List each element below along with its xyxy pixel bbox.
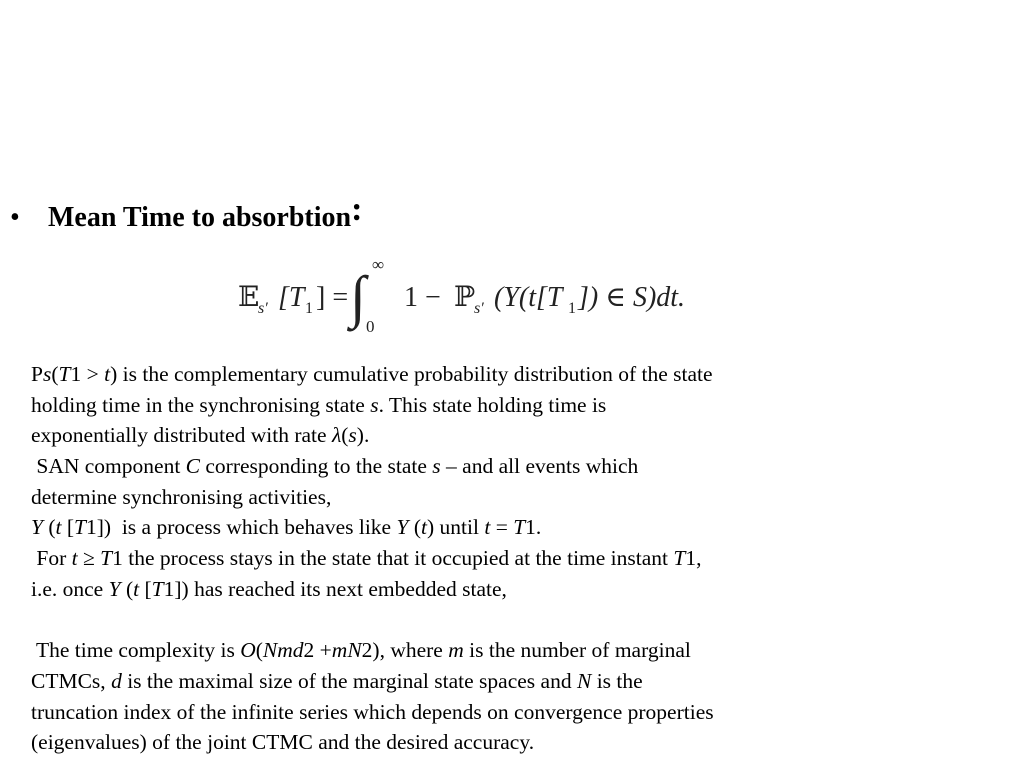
italic-math-symbol: m xyxy=(448,638,464,663)
bullet-icon: • xyxy=(10,202,20,233)
text-segment: corresponding to the state xyxy=(200,454,433,479)
expectation-subscript: s′ xyxy=(258,300,268,317)
text-segment: 1]) is a process which behaves like xyxy=(86,515,397,540)
lhs-argument-subscript: 1 xyxy=(305,300,313,317)
text-segment: i.e. once xyxy=(31,576,109,601)
probability-symbol: ℙ xyxy=(454,282,476,313)
text-segment: ). xyxy=(356,423,370,448)
italic-math-symbol: T xyxy=(58,362,71,386)
mean-time-formula xyxy=(238,250,698,336)
text-segment: ( xyxy=(255,638,263,663)
text-segment: exponentially distributed with rate xyxy=(31,423,332,448)
text-line xyxy=(31,420,891,451)
italic-math-symbol: Nmd xyxy=(262,638,304,663)
text-segment: is the number of marginal xyxy=(463,638,691,663)
text-segment: ( xyxy=(408,515,421,540)
text-segment: . This state holding time is xyxy=(378,392,607,417)
text-line xyxy=(31,512,891,543)
italic-math-symbol: λ xyxy=(331,423,342,448)
text-segment: truncation index of the infinite series which depends on convergence properties xyxy=(31,699,714,724)
formula-body-subscript: 1 xyxy=(568,300,576,317)
expectation-symbol: 𝔼 xyxy=(238,282,260,313)
italic-math-symbol: s xyxy=(432,454,441,479)
text-segment: ≥ xyxy=(77,546,101,571)
text-line xyxy=(31,451,891,482)
text-segment: ) until xyxy=(426,515,485,540)
italic-math-symbol: s xyxy=(348,423,357,448)
text-line xyxy=(31,482,891,513)
text-segment: (eigenvalues) of the joint CTMC and the desired accuracy. xyxy=(31,730,535,755)
formula-body: (Y(t[T xyxy=(494,282,563,313)
text-line xyxy=(31,605,891,636)
italic-math-symbol: Y xyxy=(108,576,121,601)
text-segment: determine synchronising activities, xyxy=(31,484,332,509)
text-segment: The time complexity is xyxy=(31,638,241,663)
italic-math-symbol: T xyxy=(673,546,686,571)
text-segment: ( xyxy=(341,423,349,448)
italic-math-symbol: Y xyxy=(31,515,43,540)
text-segment: 2), where xyxy=(361,638,449,663)
italic-math-symbol: T xyxy=(513,515,526,540)
text-segment: 1]) has reached its next embedded state, xyxy=(163,576,507,601)
italic-math-symbol: t xyxy=(133,576,140,601)
italic-math-symbol: T xyxy=(74,515,87,540)
probability-subscript: s′ xyxy=(474,300,484,317)
lhs-argument: [T xyxy=(278,282,305,313)
italic-math-symbol: Y xyxy=(396,515,409,540)
text-segment: 2 + xyxy=(303,638,332,663)
lhs-close: ] = xyxy=(316,282,349,313)
text-segment: For xyxy=(31,546,72,571)
text-segment: SAN component xyxy=(31,454,186,479)
section-heading: Mean Time to absorbtion xyxy=(48,202,352,233)
text-line xyxy=(31,666,891,697)
text-line xyxy=(31,574,891,605)
text-segment: 1, xyxy=(685,546,702,571)
text-line xyxy=(31,727,891,758)
text-line xyxy=(31,543,891,574)
explanation-paragraph xyxy=(31,359,891,758)
text-line xyxy=(31,359,891,390)
text-segment: 1 the process stays in the state that it occupied at the time instant xyxy=(112,546,674,571)
italic-math-symbol: t xyxy=(55,515,62,540)
bullet-heading xyxy=(10,191,363,238)
text-segment: holding time in the synchronising state xyxy=(31,392,371,417)
italic-math-symbol: t xyxy=(104,362,111,386)
text-segment: ( xyxy=(42,515,56,540)
text-segment: – and all events which xyxy=(440,454,639,479)
integral-lower-limit: 0 xyxy=(366,317,375,336)
text-segment: [ xyxy=(139,576,152,601)
one-minus: 1 − xyxy=(404,282,441,313)
italic-math-symbol: d xyxy=(111,668,122,693)
text-segment: CTMCs, xyxy=(31,668,112,693)
text-segment: ( xyxy=(120,576,134,601)
italic-math-symbol: T xyxy=(151,576,164,601)
italic-math-symbol: T xyxy=(100,546,113,571)
italic-math-symbol: t xyxy=(484,515,491,540)
text-line xyxy=(31,390,891,421)
integral-sign: ∫ xyxy=(350,264,366,329)
text-segment: [ xyxy=(61,515,75,540)
italic-math-symbol: N xyxy=(576,668,592,693)
text-segment: is the xyxy=(591,668,643,693)
italic-math-symbol: s xyxy=(42,362,52,386)
italic-math-symbol: t xyxy=(421,515,427,540)
italic-math-symbol: C xyxy=(185,454,201,479)
text-segment: P xyxy=(31,362,43,386)
text-segment: is the maximal size of the marginal state spaces and xyxy=(121,668,577,693)
text-segment: 1. xyxy=(525,515,542,540)
integral-upper-limit: ∞ xyxy=(372,255,385,274)
text-segment: 1 > xyxy=(70,362,105,386)
text-segment: ( xyxy=(51,362,59,386)
italic-math-symbol: t xyxy=(71,546,78,571)
text-line xyxy=(31,697,891,728)
text-line xyxy=(31,635,891,666)
formula-body-end: ]) ∈ S)dt. xyxy=(578,282,686,313)
heading-colon: : xyxy=(351,191,363,228)
text-segment: = xyxy=(490,515,514,540)
text-segment: ) is the complementary cumulative probability distribution of the state xyxy=(110,362,713,386)
italic-math-symbol: mN xyxy=(331,638,362,663)
italic-math-symbol: O xyxy=(240,638,256,663)
italic-math-symbol: s xyxy=(370,392,379,417)
